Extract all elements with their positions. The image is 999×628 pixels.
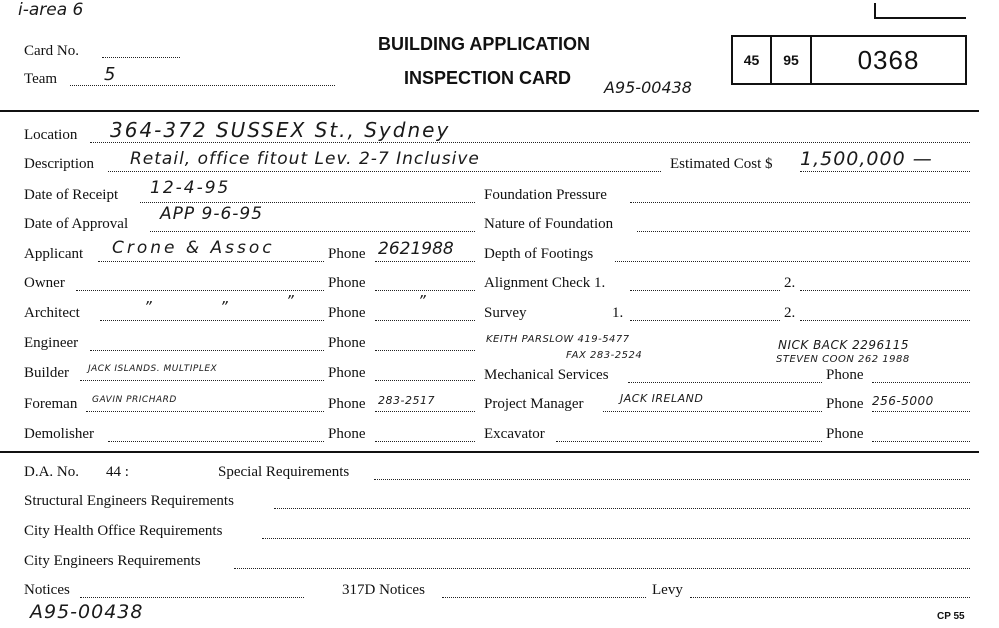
mech-note-nick: NICK BACK 2296115 (778, 338, 910, 352)
app-ref-header: A95-00438 (604, 78, 692, 97)
project-manager-label: Project Manager (484, 396, 584, 412)
foundation-pressure-field (630, 202, 970, 203)
levy-field (690, 597, 970, 598)
mechanical-services-phone-label: Phone (826, 367, 864, 383)
city-health-requirements-field (262, 538, 970, 539)
date-of-receipt-value: 12-4-95 (150, 178, 231, 198)
mechanical-services-phone-field (872, 382, 970, 383)
corner-note: i-area 6 (18, 0, 84, 20)
notices-field (80, 597, 304, 598)
date-of-receipt-field (140, 202, 475, 203)
date-of-approval-value: APP 9-6-95 (160, 204, 264, 224)
depth-of-footings-label: Depth of Footings (484, 246, 594, 262)
engineer-label: Engineer (24, 335, 79, 351)
form-code: CP 55 (937, 611, 965, 622)
city-engineers-requirements-field (234, 568, 970, 569)
app-ref-footer: A95-00438 (30, 601, 144, 623)
alignment-check-1-field (630, 290, 780, 291)
middle-divider (0, 451, 979, 453)
survey-1-label: 1. (612, 305, 624, 321)
card-no-field (102, 57, 180, 58)
team-label: Team (24, 71, 58, 87)
project-manager-field (603, 411, 822, 412)
estimated-cost-label: Estimated Cost $ (670, 156, 773, 172)
architect-field (100, 320, 324, 321)
mech-note-keith: KEITH PARSLOW 419-5477 (486, 334, 630, 345)
date-of-approval-field (150, 231, 475, 232)
architect-label: Architect (24, 305, 80, 321)
da-no-value: 44 : (106, 464, 129, 480)
demolisher-label: Demolisher (24, 426, 94, 442)
builder-value: JACK ISLANDS. MULTIPLEX (88, 364, 218, 374)
foreman-field (86, 411, 324, 412)
notices-label: Notices (24, 582, 70, 598)
card-number-part-1: 45 (733, 37, 772, 83)
team-value: 5 (104, 64, 116, 85)
alignment-check-2-label: 2. (784, 275, 796, 291)
description-field (108, 171, 661, 172)
structural-requirements-label: Structural Engineers Requirements (24, 493, 234, 509)
location-label: Location (24, 127, 78, 143)
alignment-check-label: Alignment Check 1. (484, 275, 606, 291)
description-value: Retail, office fitout Lev. 2-7 Inclusive (130, 149, 480, 169)
engineer-field (90, 350, 324, 351)
project-manager-phone-value: 256-5000 (872, 394, 934, 408)
owner-phone-field (375, 290, 475, 291)
excavator-phone-label: Phone (826, 426, 864, 442)
estimated-cost-value: 1,500,000 — (800, 148, 933, 170)
card-number-box (731, 35, 967, 85)
survey-2-label: 2. (784, 305, 796, 321)
title-line-1: BUILDING APPLICATION (378, 34, 590, 54)
depth-of-footings-field (615, 261, 970, 262)
card-no-label: Card No. (24, 43, 79, 59)
top-divider (0, 110, 979, 112)
levy-label: Levy (652, 582, 683, 598)
mech-note-fax: FAX 283-2524 (566, 350, 643, 361)
structural-requirements-field (274, 508, 970, 509)
architect-ditto-3: ” (286, 292, 294, 310)
card-number-part-2: 95 (772, 37, 812, 83)
foreman-label: Foreman (24, 396, 78, 412)
builder-field (80, 380, 324, 381)
mech-note-steven: STEVEN COON 262 1988 (776, 354, 910, 365)
engineer-phone-label: Phone (328, 335, 366, 351)
foreman-value: GAVIN PRICHARD (92, 395, 177, 405)
survey-2-field (800, 320, 970, 321)
city-engineers-requirements-label: City Engineers Requirements (24, 553, 201, 569)
special-requirements-label: Special Requirements (218, 464, 350, 480)
estimated-cost-field (800, 171, 970, 172)
architect-ditto-1: ” (144, 298, 152, 316)
team-field (70, 85, 335, 86)
applicant-phone-label: Phone (328, 246, 366, 262)
survey-1-field (630, 320, 780, 321)
excavator-phone-field (872, 441, 970, 442)
architect-phone-value: ” (418, 292, 426, 310)
foreman-phone-field (375, 411, 475, 412)
applicant-label: Applicant (24, 246, 84, 262)
project-manager-value: JACK IRELAND (620, 392, 704, 405)
corner-mark (874, 3, 966, 19)
applicant-phone-field (375, 261, 475, 262)
location-field (90, 142, 970, 143)
foreman-phone-value: 283-2517 (378, 394, 435, 407)
owner-phone-label: Phone (328, 275, 366, 291)
owner-label: Owner (24, 275, 65, 291)
city-health-requirements-label: City Health Office Requirements (24, 523, 223, 539)
engineer-phone-field (375, 350, 475, 351)
applicant-value: Crone & Assoc (112, 238, 275, 258)
description-label: Description (24, 156, 94, 172)
builder-phone-field (375, 380, 475, 381)
notices-317d-field (442, 597, 646, 598)
date-of-receipt-label: Date of Receipt (24, 187, 119, 203)
foundation-pressure-label: Foundation Pressure (484, 187, 607, 203)
notices-317d-label: 317D Notices (342, 582, 425, 598)
architect-phone-label: Phone (328, 305, 366, 321)
da-no-label: D.A. No. (24, 464, 79, 480)
demolisher-field (108, 441, 324, 442)
project-manager-phone-field (872, 411, 970, 412)
location-value: 364-372 SUSSEX St., Sydney (110, 118, 451, 142)
card-number-part-3: 0368 (857, 44, 920, 75)
title-line-2: INSPECTION CARD (404, 68, 572, 88)
excavator-label: Excavator (484, 426, 545, 442)
builder-phone-label: Phone (328, 365, 366, 381)
special-requirements-field (374, 479, 970, 480)
demolisher-phone-field (375, 441, 475, 442)
architect-ditto-2: ” (220, 298, 228, 316)
foreman-phone-label: Phone (328, 396, 366, 412)
survey-label: Survey (484, 305, 527, 321)
nature-of-foundation-label: Nature of Foundation (484, 216, 614, 232)
applicant-phone-value: 2621988 (378, 239, 454, 259)
mechanical-services-field (628, 382, 822, 383)
owner-field (76, 290, 324, 291)
mechanical-services-label: Mechanical Services (484, 367, 609, 383)
architect-phone-field (375, 320, 475, 321)
project-manager-phone-label: Phone (826, 396, 864, 412)
demolisher-phone-label: Phone (328, 426, 366, 442)
applicant-field (98, 261, 324, 262)
date-of-approval-label: Date of Approval (24, 216, 129, 232)
excavator-field (556, 441, 822, 442)
alignment-check-2-field (800, 290, 970, 291)
builder-label: Builder (24, 365, 69, 381)
nature-of-foundation-field (637, 231, 970, 232)
